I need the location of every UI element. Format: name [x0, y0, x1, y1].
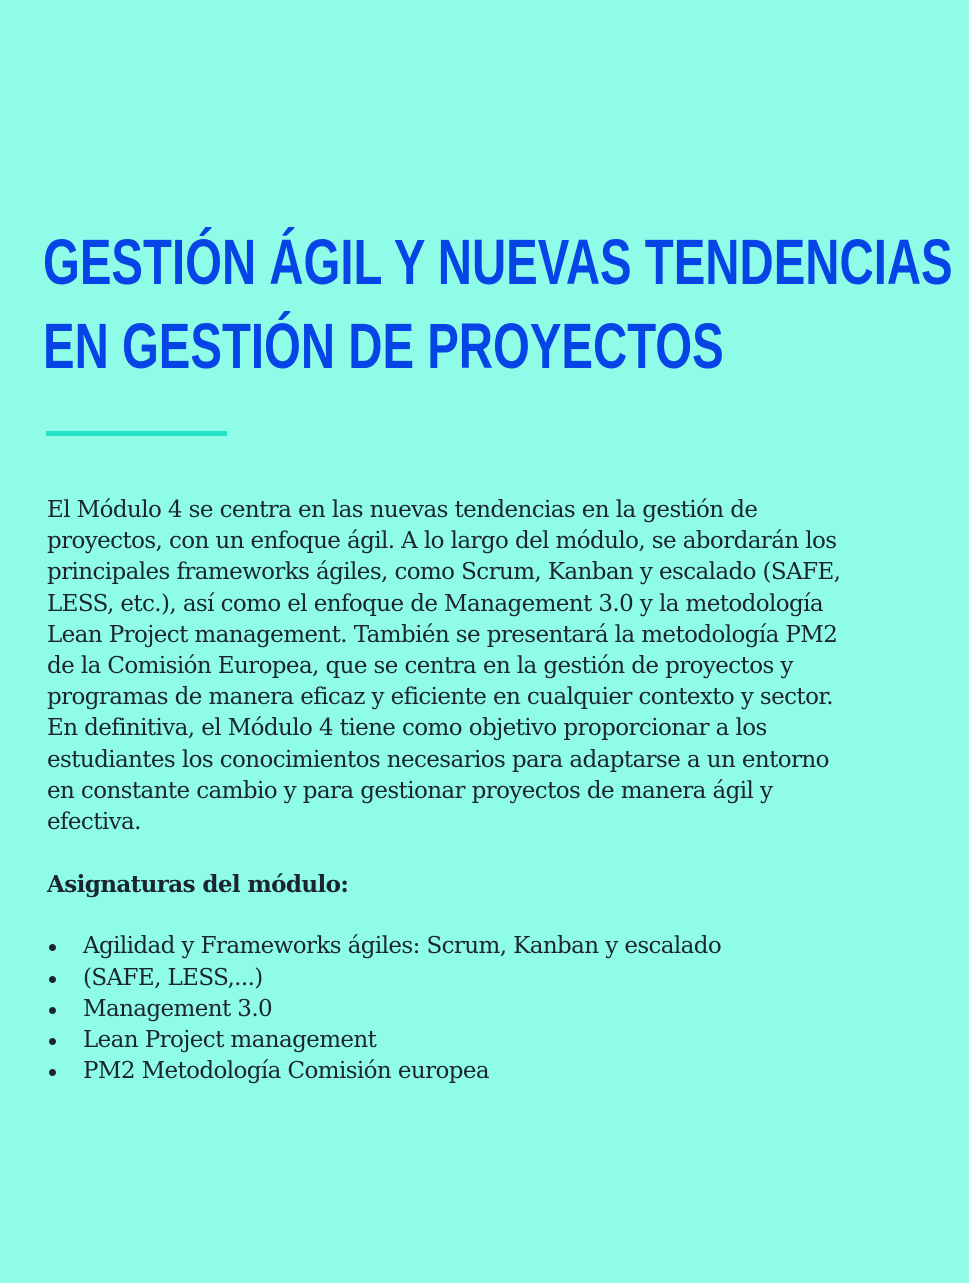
- list-item-label: Agilidad y Frameworks ágiles: Scrum, Kanban y escalado: [83, 933, 722, 960]
- paragraph-line: en constante cambio y para gestionar proyectos de manera ágil y: [47, 777, 773, 804]
- description-paragraph: [47, 495, 927, 838]
- paragraph-line: programas de manera eficaz y eficiente en cualquier contexto y sector.: [47, 684, 833, 711]
- list-item: [47, 963, 927, 994]
- paragraph-line: de la Comisión Europea, que se centra en la gestión de proyectos y: [47, 653, 793, 680]
- paragraph-line: En definitiva, el Módulo 4 tiene como objetivo proporcionar a los: [47, 715, 767, 742]
- list-item: [47, 994, 927, 1025]
- bullet-icon: [49, 976, 56, 983]
- list-item-label: Lean Project management: [83, 1027, 377, 1054]
- bullet-icon: [49, 944, 56, 951]
- page-title-line-1: GESTIÓN ÁGIL Y NUEVAS TENDENCIAS: [43, 226, 953, 298]
- list-item-label: (SAFE, LESS,...): [83, 964, 263, 991]
- list-item: [47, 1025, 927, 1056]
- list-item: [47, 931, 927, 962]
- bullet-icon: [49, 1038, 56, 1045]
- page-title-line-2: EN GESTIÓN DE PROYECTOS: [43, 310, 724, 382]
- paragraph-line: efectiva.: [47, 809, 141, 836]
- subjects-list: [47, 931, 927, 1087]
- paragraph-line: LESS, etc.), así como el enfoque de Management 3.0 y la metodología: [47, 590, 824, 617]
- paragraph-line: Lean Project management. También se presentará la metodología PM2: [47, 621, 838, 648]
- module-description: [47, 495, 927, 1087]
- paragraph-line: proyectos, con un enfoque ágil. A lo largo del módulo, se abordarán los: [47, 528, 837, 555]
- paragraph-line: principales frameworks ágiles, como Scrum, Kanban y escalado (SAFE,: [47, 559, 841, 586]
- paragraph-line: El Módulo 4 se centra en las nuevas tendencias en la gestión de: [47, 497, 758, 523]
- list-item-label: PM2 Metodología Comisión europea: [83, 1058, 489, 1085]
- accent-divider: [46, 431, 227, 436]
- bullet-icon: [49, 1069, 56, 1076]
- list-item-label: Management 3.0: [83, 995, 273, 1022]
- list-item: [47, 1056, 927, 1087]
- subjects-heading: Asignaturas del módulo:: [47, 871, 349, 899]
- bullet-icon: [49, 1007, 56, 1014]
- page-title: [43, 220, 953, 388]
- paragraph-line: estudiantes los conocimientos necesarios para adaptarse a un entorno: [47, 746, 829, 773]
